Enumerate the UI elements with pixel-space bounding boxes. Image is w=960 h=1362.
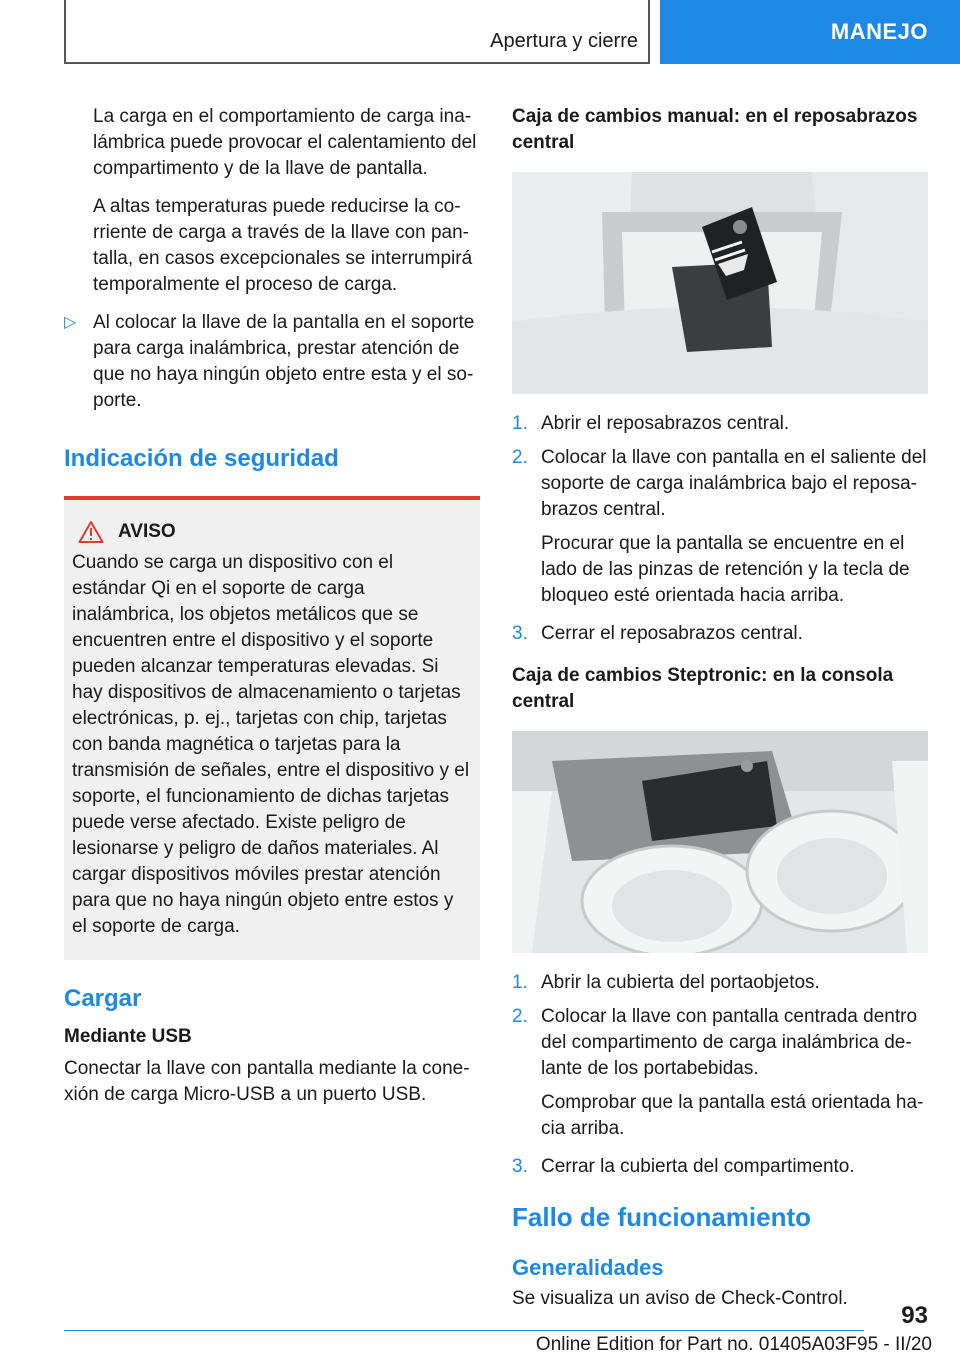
- header-left-rule: [64, 0, 66, 64]
- header-chapter-tab[interactable]: [660, 0, 960, 64]
- section-heading-malfunction: Fallo de funcionamiento: [512, 1202, 812, 1232]
- step-number: 2.: [512, 447, 528, 468]
- subheading-general: Generalidades: [512, 1255, 664, 1280]
- page-number: 93: [901, 1302, 928, 1329]
- subheading-steptronic: Caja de cambios Steptronic: en la consola central: [512, 665, 894, 712]
- steptronic-steps-list: [512, 970, 928, 1180]
- list-item: [512, 1154, 928, 1180]
- paragraph-check-control: Se visualiza un aviso de Check-Control.: [512, 1288, 848, 1309]
- step-number: 1.: [512, 972, 528, 993]
- header-bottom-rule: [64, 62, 650, 64]
- section-heading-safety: Indicación de seguridad: [64, 445, 339, 472]
- paragraph-usb: Conectar la llave con pantalla mediante la conexión de carga Micro-USB a un puerto USB.: [64, 1058, 470, 1105]
- list-item: [512, 445, 928, 523]
- header-right-rule: [648, 0, 650, 64]
- bullet-triangle-icon: ▷: [64, 314, 77, 331]
- bullet-text: Al colocar la llave de la pantalla en el soporte para carga inalámbrica, prestar atención de que no haya ningún objeto entre esta y el soporte.: [93, 312, 475, 411]
- header-chapter-label: MANEJO: [830, 19, 928, 44]
- step-text: Abrir la cubierta del portaobjetos.: [541, 972, 820, 993]
- step-number: 3.: [512, 623, 528, 644]
- list-item: [512, 411, 928, 437]
- armrest-charging-photo: [512, 172, 928, 394]
- list-item: [512, 1004, 928, 1082]
- step-note: Procurar que la pantalla se encuentre en el lado de las pinzas de retención y la tecla de bloqueo esté orientada hacia arriba.: [541, 533, 910, 606]
- warning-title: AVISO: [118, 521, 176, 542]
- console-charging-photo: [512, 731, 928, 953]
- subheading-manual-gearbox: Caja de cambios manual: en el reposabrazos central: [512, 106, 918, 153]
- footer-rule: [64, 1330, 864, 1331]
- step-text: Abrir el reposabrazos central.: [541, 413, 790, 434]
- warning-header: [72, 520, 470, 544]
- header-section-title: Apertura y cierre: [490, 30, 638, 52]
- list-item: [512, 621, 928, 647]
- warning-box: [64, 500, 480, 960]
- list-item: [64, 310, 480, 414]
- step-number: 1.: [512, 413, 528, 434]
- warning-text: Cuando se carga un dispositivo con el estándar Qi en el soporte de carga inalámbrica, los objetos metálicos que se encuentren entre el dispositivo y el soporte pueden alcanzar temperaturas elevadas. Si hay dispositivos de almacenamiento o tarjetas electrónicas, p. ej., tarjetas con chip, tarjetas con banda magnética o tarjetas para la transmisión de señales, entre el dispositivo y el soporte, el funcionamiento de dichas tarjetas puede verse afectado. Existe peligro de lesionarse y peligro de daños materiales. Al cargar dispositivos móviles prestar atención para que no haya ningún objeto entre estos y el soporte de carga.: [72, 552, 470, 937]
- right-column: [512, 104, 928, 1312]
- footer-edition: Online Edition for Part no. 01405A03F95 - II/20: [535, 1334, 932, 1355]
- step-text: Cerrar la cubierta del compartimento.: [541, 1156, 855, 1177]
- step-text: Colocar la llave con pantalla en el saliente del soporte de carga inalámbrica bajo el reposabrazos central.: [541, 447, 927, 520]
- step-text: Colocar la llave con pantalla centrada dentro del compartimento de carga inalámbrica delante de los portabebidas.: [541, 1006, 918, 1079]
- manual-steps-list: [512, 411, 928, 647]
- step-text: Cerrar el reposabrazos central.: [541, 623, 803, 644]
- step-number: 3.: [512, 1156, 528, 1177]
- paragraph-charging-heat: La carga en el comportamiento de carga inalámbrica puede provocar el calentamiento del compartimento y de la llave de pantalla.: [93, 106, 477, 179]
- step-note: Comprobar que la pantalla está orientada hacia arriba.: [541, 1092, 924, 1139]
- paragraph-high-temperature: A altas temperaturas puede reducirse la corriente de carga a través de la llave con pantalla, en casos excepcionales se interrumpirá temporalmente el proceso de carga.: [93, 196, 473, 295]
- section-heading-cargar: Cargar: [64, 985, 142, 1012]
- subheading-usb: Mediante USB: [64, 1026, 192, 1047]
- warning-triangle-icon: [78, 520, 104, 544]
- step-number: 2.: [512, 1006, 528, 1027]
- left-column: [64, 104, 480, 1108]
- list-item: [512, 970, 928, 996]
